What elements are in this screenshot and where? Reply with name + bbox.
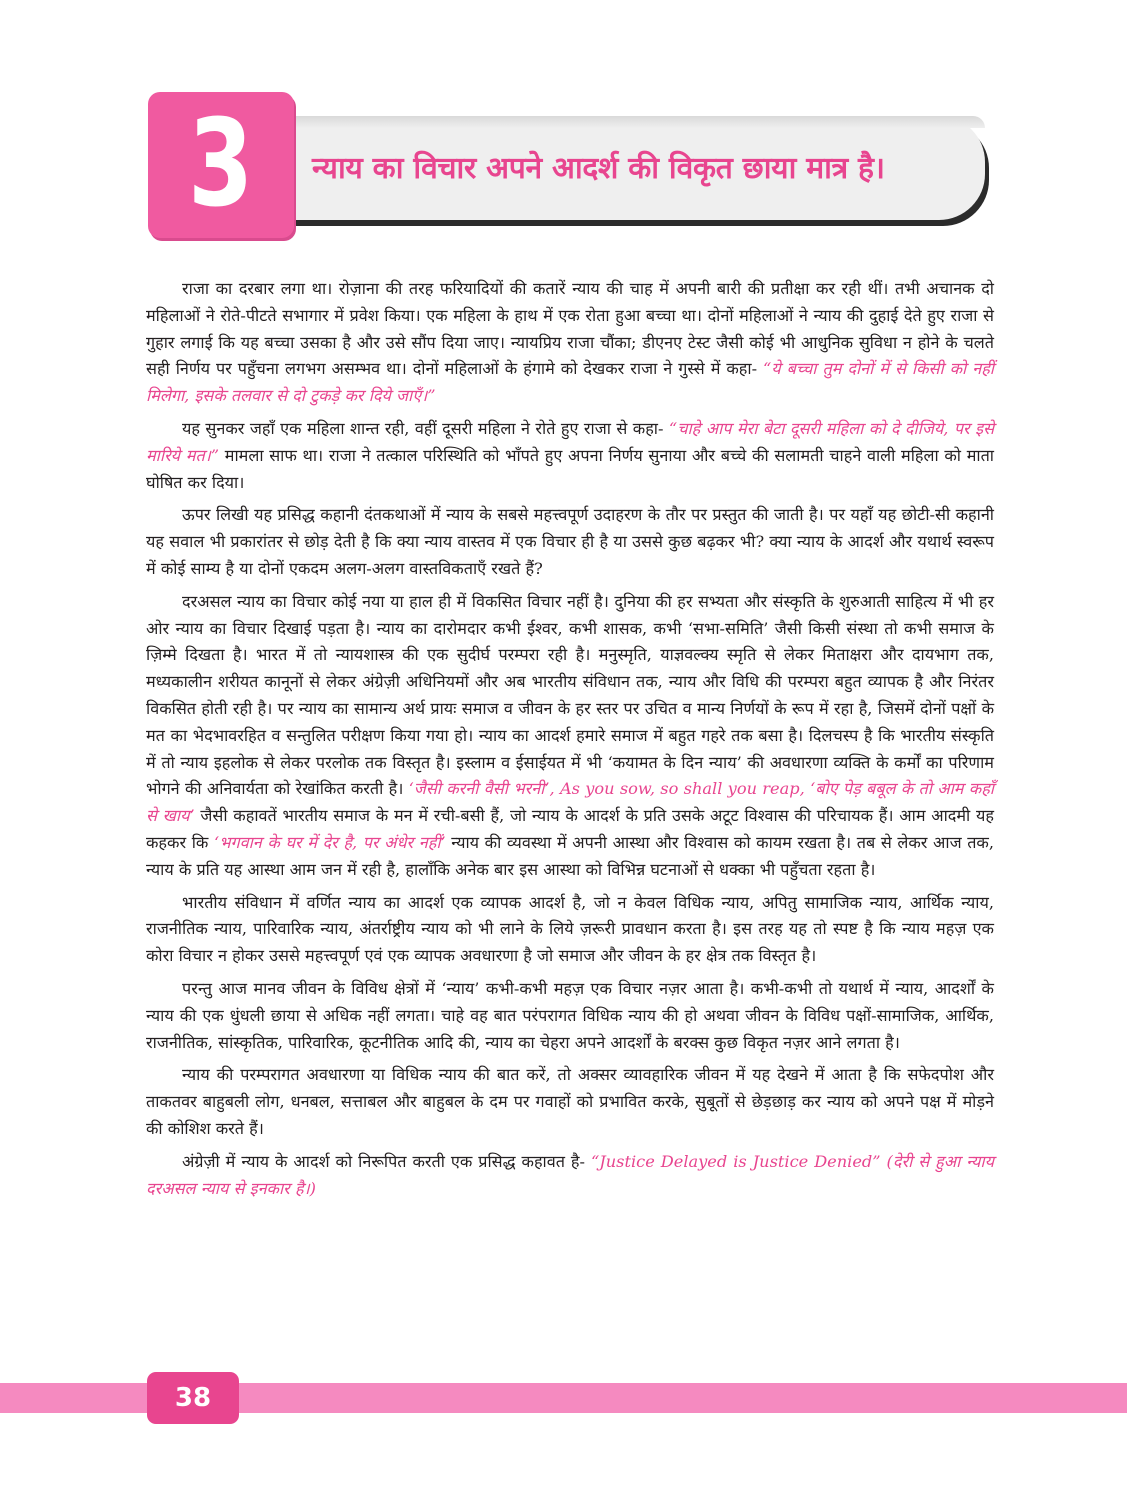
body-text: ऊपर लिखी यह प्रसिद्ध कहानी दंतकथाओं में न्याय के सबसे महत्त्वपूर्ण उदाहरण के तौर पर प्रस्तुत की जाती है। पर यहाँ यह छोटी-सी कहानी यह सवाल भी प्रकारांतर से छोड़ देती है कि क्या न्याय वास्तव में एक विचार ही है या उससे कुछ बढ़कर भी? क्या न्याय के आदर्श और यथार्थ स्वरूप में कोई साम्य है या दोनों एकदम अलग-अलग वास्तविकताएँ रखते हैं? [146, 505, 994, 578]
essay-paragraph [146, 1062, 994, 1142]
essay-paragraph [146, 976, 994, 1056]
chapter-number: 3 [188, 95, 254, 234]
chapter-title: न्याय का विचार अपने आदर्श की विकृत छाया मात्र है। [312, 151, 885, 186]
body-text: अंग्रेज़ी में न्याय के आदर्श को निरूपित करती एक प्रसिद्ध कहावत है- [182, 1151, 591, 1171]
quote-text: ‘जैसी करनी वैसी भरनी’, As you sow, so shall you reap, ‘बोए पेड़ बबूल के तो आम कहाँ से खाय’ [146, 779, 994, 826]
body-text: भारतीय संविधान में वर्णित न्याय का आदर्श एक व्यापक आदर्श है, जो न केवल विधिक न्याय, अपितु सामाजिक न्याय, आर्थिक न्याय, राजनीतिक न्याय, पारिवारिक न्याय, अंतर्राष्ट्रीय न्याय को भी लाने के लिये ज़रूरी प्रावधान करता है। इस तरह यह तो स्पष्ट है कि न्याय महज़ एक कोरा विचार न होकर उससे महत्त्वपूर्ण एवं एक व्यापक अवधारणा है जो समाज और जीवन के हर क्षेत्र तक विस्तृत है। [146, 892, 994, 966]
quote-text: “चाहे आप मेरा बेटा दूसरी महिला को दे दीजिये, पर इसे मारिये मत।” [146, 418, 995, 465]
body-text: यह सुनकर जहाँ एक महिला शान्त रही, वहीं दूसरी महिला ने रोते हुए राजा से कहा- [182, 418, 669, 438]
body-text: न्याय की परम्परागत अवधारणा या विधिक न्याय की बात करें, तो अक्सर व्यावहारिक जीवन में यह देखने में आता है कि सफेदपोश और ताकतवर बाहुबली लोग, धनबल, सत्ताबल और बाहुबल के दम पर गवाहों को प्रभावित करके, सुबूतों से छेड़छाड़ कर न्याय को अपने पक्ष में मोड़ने की कोशिश करते हैं। [146, 1065, 994, 1138]
chapter-number-box [148, 92, 294, 238]
page-number: 38 [174, 1383, 212, 1413]
essay-paragraph [146, 276, 994, 410]
essay-body [146, 276, 994, 1208]
quote-text: “ये बच्चा तुम दोनों में से किसी को नहीं मिलेगा, इसके तलवार से दो टुकड़े कर दिये जाएँ।” [146, 359, 994, 406]
essay-paragraph [146, 890, 994, 970]
essay-paragraph [146, 502, 994, 582]
essay-paragraph [146, 416, 994, 496]
chapter-title-bar-shade [255, 116, 985, 128]
body-text: दरअसल न्याय का विचार कोई नया या हाल ही में विकसित विचार नहीं है। दुनिया की हर सभ्यता और संस्कृति के शुरुआती साहित्य में भी हर ओर न्याय का विचार दिखाई पड़ता है। न्याय का दारोमदार कभी ईश्वर, कभी शासक, कभी ‘सभा-समिति’ जैसी किसी संस्था तो कभी समाज के ज़िम्मे दिखता है। भारत में तो न्यायशास्त्र की एक सुदीर्घ परम्परा रही है। मनुस्मृति, याज्ञवल्क्य स्मृति से लेकर मिताक्षरा और दायभाग तक, मध्यकालीन शरीयत कानूनों से लेकर अंग्रेज़ी अधिनियमों और अब भारतीय संविधान तक, न्याय और विधि की परम्परा बहुत व्यापक है और निरंतर विकसित होती रही है। पर न्याय का सामान्य अर्थ प्रायः समाज व जीवन के हर स्तर पर उचित व मान्य निर्णयों के रूप में रहा है, जिसमें दोनों पक्षों के मत का भेदभावरहित व सन्तुलित परीक्षण किया गया हो। न्याय का आदर्श हमारे समाज में बहुत गहरे तक बसा है। दिलचस्प है कि भारतीय संस्कृति में तो न्याय इहलोक से लेकर परलोक तक विस्तृत है। इस्लाम व ईसाईयत में भी ‘कयामत के दिन न्याय’ की अवधारणा व्यक्ति के कर्मों का परिणाम भोगने की अनिवार्यता को रेखांकित करती है। [146, 591, 994, 799]
essay-paragraph [146, 1149, 994, 1203]
quote-text: “Justice Delayed is Justice Denied” (देरी से हुआ न्याय दरअसल न्याय से इनकार है।) [146, 1151, 994, 1198]
body-text: राजा का दरबार लगा था। रोज़ाना की तरह फरियादियों की कतारें न्याय की चाह में अपनी बारी की प्रतीक्षा कर रही थीं। तभी अचानक दो महिलाओं ने रोते-पीटते सभागार में प्रवेश किया। एक महिला के हाथ में एक रोता हुआ बच्चा था। दोनों महिलाओं ने न्याय की दुहाई देते हुए राजा से गुहार लगाई कि यह बच्चा उसका है और उसे सौंप दिया जाए। न्यायप्रिय राजा चौंका; डीएनए टेस्ट जैसी कोई भी आधुनिक सुविधा न होने के चलते सही निर्णय पर पहुँचना लगभग असम्भव था। दोनों महिलाओं के हंगामे को देखकर राजा ने गुस्से में कहा- [146, 279, 994, 379]
body-text: परन्तु आज मानव जीवन के विविध क्षेत्रों में ‘न्याय’ कभी-कभी महज़ एक विचार नज़र आता है। कभी-कभी तो यथार्थ में न्याय, आदर्शों के न्याय की एक धुंधली छाया से अधिक नहीं लगता। चाहे वह बात परंपरागत विधिक न्याय की हो अथवा जीवन के विविध पक्षों-सामाजिक, आर्थिक, राजनीतिक, सांस्कृतिक, पारिवारिक, कूटनीतिक आदि की, न्याय का चेहरा अपने आदर्शों के बरक्स कुछ विकृत नज़र आने लगता है। [146, 978, 994, 1052]
quote-text: ‘भगवान के घर में देर है, पर अंधेर नहीं’ [213, 832, 446, 852]
essay-paragraph [146, 589, 994, 884]
body-text: मामला साफ था। राजा ने तत्काल परिस्थिति को भाँपते हुए अपना निर्णय सुनाया और बच्चे की सलामती चाहने वाली महिला को माता घोषित कर दिया। [146, 445, 994, 492]
page-number-box [147, 1372, 239, 1424]
body-text: जैसी कहावतें भारतीय समाज के मन में रची-बसी हैं, जो न्याय के आदर्श के प्रति उसके अटूट विश्वास की परिचायक हैं। आम आदमी यह कहकर कि [146, 806, 994, 852]
body-text: न्याय की व्यवस्था में अपनी आस्था और विश्वास को कायम रखता है। तब से लेकर आज तक, न्याय के प्रति यह आस्था आम जन में रही है, हालाँकि अनेक बार इस आस्था को विभिन्न घटनाओं से धक्का भी पहुँचता रहता है। [146, 832, 995, 879]
